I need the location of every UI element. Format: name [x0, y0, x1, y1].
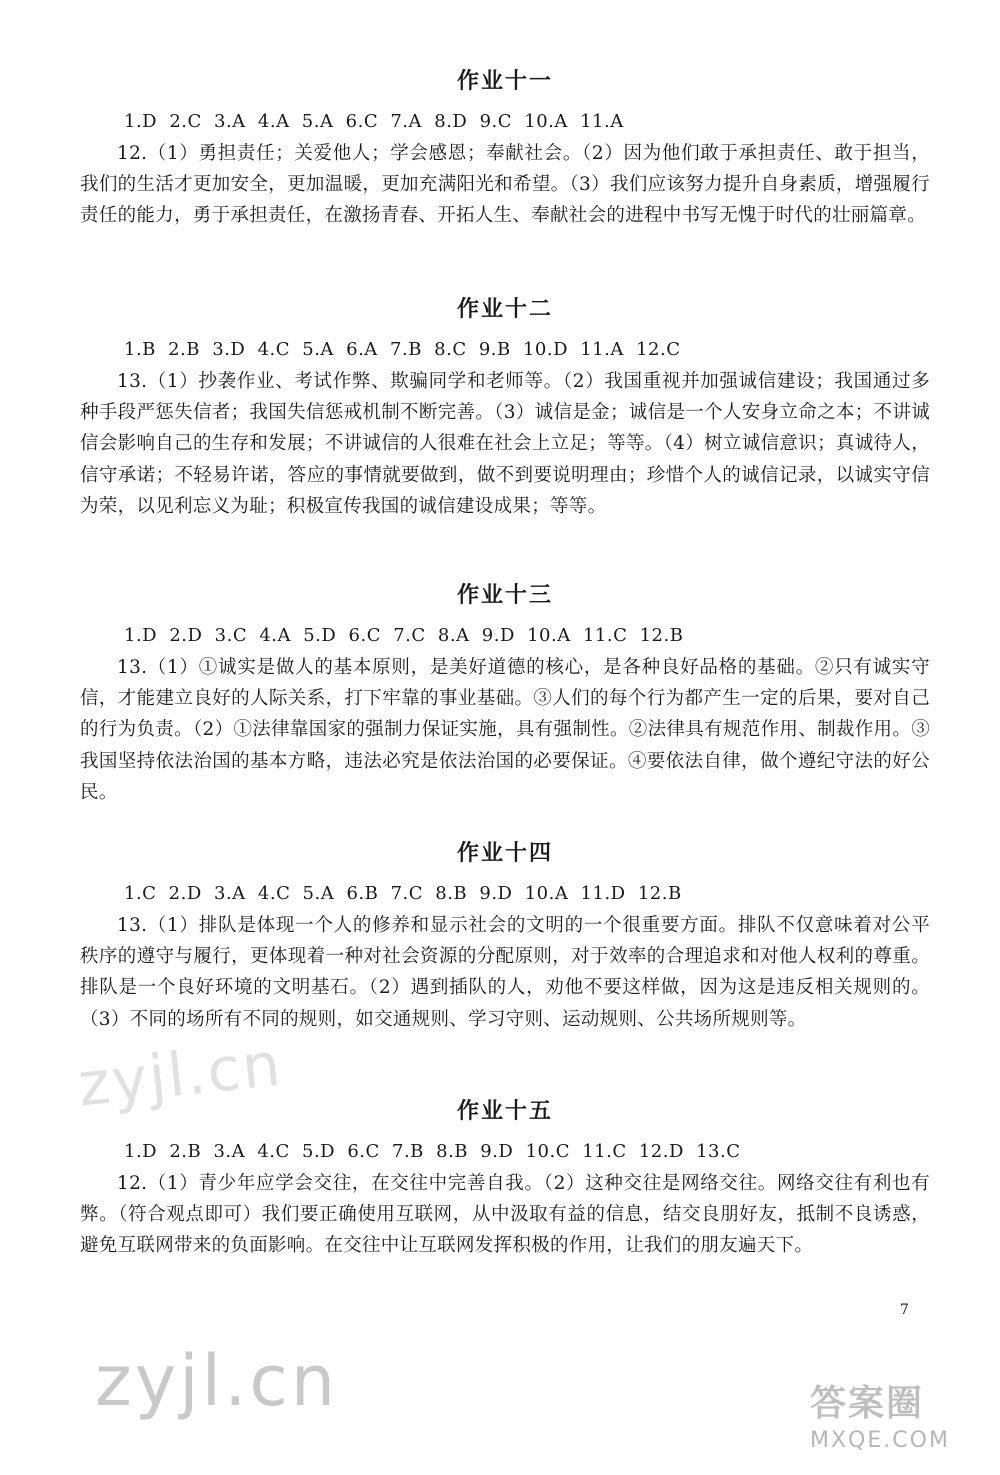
- choice-answers: 1.D 2.C 3.A 4.A 5.A 6.C 7.A 8.D 9.C 10.A 11.A: [124, 111, 624, 132]
- section-homework-11: [80, 62, 930, 232]
- choice-answers: 1.D 2.B 3.A 4.C 5.D 6.C 7.B 8.B 9.D 10.C 11.C 12.D 13.C: [124, 1141, 741, 1162]
- choice-answers: 1.B 2.B 3.D 4.C 5.A 6.A 7.B 8.C 9.B 10.D 11.A 12.C: [124, 339, 681, 360]
- section-homework-13: [80, 576, 930, 808]
- choice-answers: 1.D 2.D 3.C 4.A 5.D 6.C 7.C 8.A 9.D 10.A 11.C 12.B: [124, 625, 684, 646]
- answer-paragraph: 13.（1）抄袭作业、考试作弊、欺骗同学和老师等。（2）我国重视并加强诚信建设；我国通过多种手段严惩失信者；我国失信惩戒机制不断完善。（3）诚信是金；诚信是一个人安身立命之本；不讲诚信会影响自己的生存和发展；不讲诚信的人很难在社会上立足；等等。（4）树立诚信意识；真诚待人，信守承诺；不轻易许诺，答应的事情就要做到，做不到要说明理由；珍惜个人的诚信记录，以诚实守信为荣，以见利忘义为耻；积极宣传我国的诚信建设成果；等等。: [80, 371, 930, 517]
- watermark-logo-sub: MXQE.COM: [810, 1428, 950, 1453]
- watermark-logo-text: 答案圈: [810, 1383, 925, 1424]
- section-homework-12: [80, 290, 930, 522]
- answer-paragraph: 12.（1）勇担责任；关爱他人；学会感恩；奉献社会。（2）因为他们敢于承担责任、敢于担当，我们的生活才更加安全，更加温暖，更加充满阳光和希望。（3）我们应该努力提升自身素质，增强履行责任的能力，勇于承担责任，在激扬青春、开拓人生、奉献社会的进程中书写无愧于时代的壮丽篇章。: [80, 143, 930, 227]
- answer-paragraph: 12.（1）青少年应学会交往，在交往中完善自我。（2）这种交往是网络交往。网络交往有利也有弊。（符合观点即可）我们要正确使用互联网，从中汲取有益的信息，结交良朋好友，抵制不良诱惑，避免互联网带来的负面影响。在交往中让互联网发挥积极的作用，让我们的朋友遍天下。: [80, 1173, 930, 1257]
- section-title: 作业十二: [456, 297, 553, 322]
- section-title: 作业十五: [456, 1099, 553, 1124]
- watermark-small: zyjl.cn: [74, 1029, 286, 1121]
- answer-paragraph: 13.（1）①诚实是做人的基本原则，是美好道德的核心，是各种良好品格的基础。②只有诚实守信，才能建立良好的人际关系，打下牢靠的事业基础。③人们的每个行为都产生一定的后果，要对自己的行为负责。（2）①法律靠国家的强制力保证实施，具有强制性。②法律具有规范作用、制裁作用。③我国坚持依法治国的基本方略，违法必究是依法治国的必要保证。④要依法自律，做个遵纪守法的好公民。: [80, 657, 930, 803]
- page-number: 7: [900, 1302, 909, 1318]
- watermark-logo: [810, 1375, 980, 1470]
- section-homework-14: [80, 834, 930, 1035]
- section-title: 作业十四: [456, 841, 553, 866]
- watermark-big: zyjl.cn: [95, 1340, 339, 1422]
- section-title: 作业十三: [456, 583, 553, 608]
- choice-answers: 1.C 2.D 3.A 4.C 5.A 6.B 7.C 8.B 9.D 10.A 11.D 12.B: [124, 883, 682, 904]
- section-homework-15: [80, 1092, 930, 1262]
- section-title: 作业十一: [456, 69, 553, 94]
- answer-paragraph: 13.（1）排队是体现一个人的修养和显示社会的文明的一个很重要方面。排队不仅意味着对公平秩序的遵守与履行，更体现着一种对社会资源的分配原则，对于效率的合理追求和对他人权利的尊重。排队是一个良好环境的文明基石。（2）遇到插队的人，劝他不要这样做，因为这是违反相关规则的。（3）不同的场所有不同的规则，如交通规则、学习守则、运动规则、公共场所规则等。: [80, 915, 930, 1030]
